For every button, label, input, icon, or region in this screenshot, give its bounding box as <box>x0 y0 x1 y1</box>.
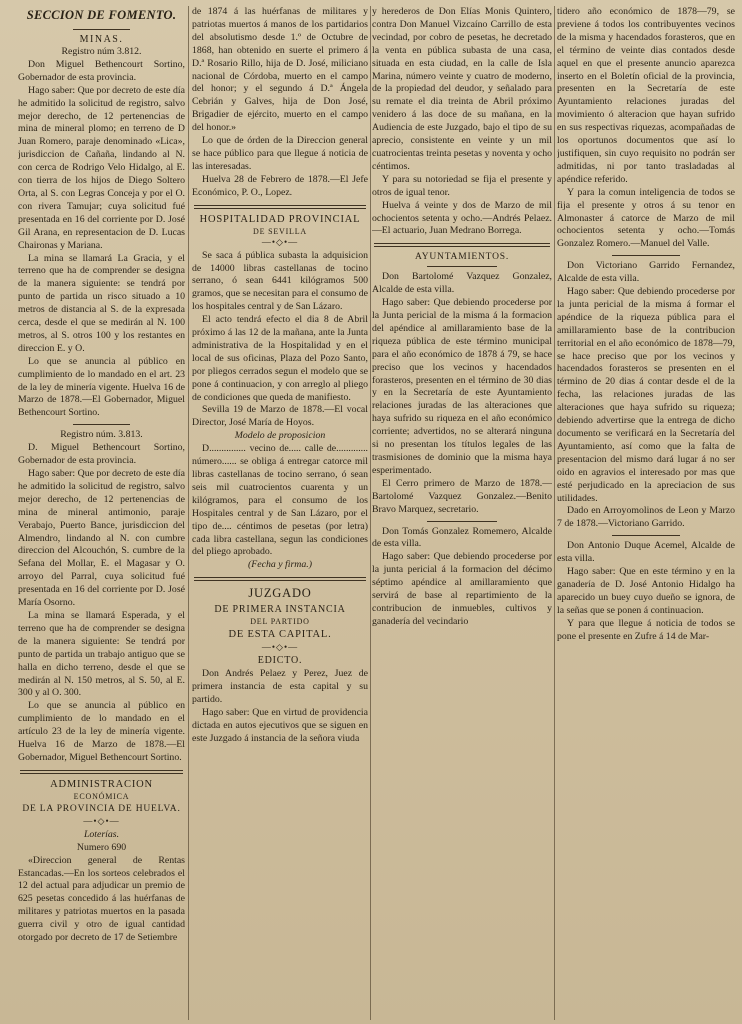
paragraph: de 1874 á las huérfanas de militares y patriotas muertos á manos de los partidarios del absolutismo desde 1.º de Octubre de 1868, han obtenido en suerte el primero á D.ª Rosario Rillo, hija de D. José, miliciano nacional de Córdoba, muerto en el campo del honor; y el segundo á D.ª Ángela Cebrián y Galves, hija de Don José, Brigadier de ejército, muerto en el campo del honor.» <box>192 6 368 134</box>
divider <box>612 255 680 256</box>
paragraph: Dado en Arroyomolinos de Leon y Marzo 7 de 1878.—Victoriano Garrido. <box>557 505 735 530</box>
juzgado-partido: DEL PARTIDO <box>250 617 310 627</box>
section-divider <box>194 205 366 209</box>
paragraph: El acto tendrá efecto el dia 8 de Abril próximo á las 12 de la mañana, ante la Junta administrativa de la Hospitalidad y en el local de sus oficinas, Plaza del Pozo Santo, por pliegos cerrados segun el modelo que se pone á continuacion, y con arreglo al pliego de condiciones que queda de manifiesto. <box>192 314 368 403</box>
edicto-title: EDICTO. <box>257 655 303 667</box>
paragraph: Don Bartolomé Vazquez Gonzalez, Alcalde de esta villa. <box>372 271 552 296</box>
paragraph: Hago saber: Que debiendo procederse por la Junta pericial de la misma á la formacion del apéndice al amillaramiento base de la riqueza pública de este término municipal para el año económico de 1878 á 79, se hace preciso que los vecinos y hacendados forasteros, presenten en el término de 30 dias y en la Secretaría de este Ayuntamiento relaciones juradas de las alteraciones que haya sufrido su riqueza en el año económico corriente; advertidos, no se alterará ninguna si no presentan los títulos legales de las trasmisiones de dominio que la misma haya esperimentado. <box>372 297 552 476</box>
paragraph: Y para que llegue á noticia de todos se pone el presente en Zufre á 14 de Mar- <box>557 617 735 642</box>
divider <box>427 521 497 522</box>
column-rule <box>370 6 371 1020</box>
paragraph: Don Antonio Duque Acemel, Alcalde de esta villa. <box>557 540 735 565</box>
column-rule <box>554 6 555 1020</box>
paragraph: Hago saber: Que por decreto de este día he admitido la solicitud de registro, salvo mejor derecho, de 12 pertenencias de mina de mineral antimonio, paraje Verabajo, Puerto Bance, jurisdiccion del Almendro, lindando al N. con cumbre direccion del Alcouchón, S. cumbre de la Sefana del Mollar, E. el Magasar y O. arroyo del Parral, cuya solicitud fué presentada en 16 del corriente por D. José María Osorno. <box>18 468 185 609</box>
divider <box>612 535 680 536</box>
divider <box>73 424 130 425</box>
juzgado-title: JUZGADO <box>248 586 312 601</box>
paragraph: «Direccion general de Rentas Estancadas.—En los sorteos celebrados el 12 del actual para adjudicar un premio de 625 pesetas concedido á las huérfanas de militares y patriotas muertos en la pasada guerra civil y otro de igual cantidad otorgado por decreto de 17 de Setiembre <box>18 854 185 944</box>
paragraph: La mina se llamará La Gracia, y el terreno que ha de comprender se designa de la manera siguiente: se tendrá por punto de partida un risco situado a 10 metros de distancia al S. de la expresada cerca, desde el que se medirán al N. 100 metros, al S. otros 100 y los restantes en direccion E. y O. <box>18 252 185 354</box>
loterias-label: Loterías. <box>83 828 120 840</box>
section-title: SECCION DE FOMENTO. <box>26 8 177 22</box>
paragraph: El Cerro primero de Marzo de 1878.—Bartolomé Vazquez Gonzalez.—Benito Bravo Marquez, secretario. <box>372 477 552 515</box>
paragraph: Hago saber: Que debiendo procederse por la junta pericial de la misma á formar el apéndice de la riqueza pública para el amillaramiento base de la contribucion territorial en el año económico de 1878—79, se hace preciso que por los vecinos y hacendados forasteros se presenten en el término de 20 dias á contar desde el de la fecha, las relaciones juradas de las alteraciones que haya sufrido su riqueza; debiendo advertirse que la entrega de dicho documento se verificará en la Secretaría del Ayuntamiento, así como que la falta de presentacion del mismo dará lugar á no ser oido en agravios el interesado por mas que esté perjudicado en la apreciacion de sus utilidades. <box>557 286 735 504</box>
ayuntamientos-title: AYUNTAMIENTOS. <box>414 252 510 263</box>
fecha-firma: (Fecha y firma.) <box>248 559 312 571</box>
ornament: —•◇•— <box>83 815 120 826</box>
paragraph: tidero año económico de 1878—79, se previene á todos los contribuyentes vecinos de la misma y hacendados forasteros, que en el término de veinte dias contados desde aquel en que el presente anuncio aparezca inserto en el Boletín oficial de la provincia, presenten en la Secretaría de este Ayuntamiento relaciones juradas del movimiento ó alteracion que hayan sufrido en sus respectivas riquezas, acompañadas de los oportunos documentos que así lo justifiquen, sin cuyo requisito no podrán ser admitidas, ni por tanto trasladadas al apéndice referido. <box>557 6 735 185</box>
paragraph: Y para su notoriedad se fija el presente y otros de igual tenor. <box>372 173 552 198</box>
divider <box>73 29 130 30</box>
column-1 <box>18 6 185 1022</box>
column-2 <box>192 6 368 1022</box>
paragraph: Hago saber: Que debiendo procederse por la junta pericial á la formacion del décimo séptimo apéndice al amillaramiento que servirá de base al repartimiento de la contribucion de inmuebles, cultivos y ganadería del vecindario <box>372 551 552 627</box>
section-divider <box>374 243 550 247</box>
paragraph: y herederos de Don Elías Monis Quintero, contra Don Manuel Vizcaíno Carrillo de esta vecindad, por cobro de pesetas, he decretado la venta en pública subasta de una casa, situada en esta ciudad, en la calle de Isla Marina, número veinte y cuatro de moderno, de la propiedad del deudor, y señalado para su remate el dia treinta de Abril próximo venidero á las doce de su mañana, en la Audiencia de este Juzgado, bajo el tipo de su aprecio, consistente en veinte y un mil cuatrocientas treinta pesetas y noventa y ocho céntimos. <box>372 6 552 172</box>
column-4 <box>557 6 735 1022</box>
registro-title: Registro núm. 3.813. <box>60 429 143 441</box>
paragraph: La mina se llamará Esperada, y el terreno que ha de comprender se designa de la manera siguiente: Se tendrá por punto de partida un trabajo antiguo que se halla en dicho terreno, desde el que se medirán al N. 150 metros, al S. 50, al E. 300 y al O. 300. <box>18 609 185 699</box>
ornament: —•◇•— <box>261 236 299 247</box>
column-3 <box>372 6 552 1022</box>
paragraph: Lo que se anuncia al público en cumplimiento de lo mandado en el artículo 23 de la ley de minería vigente. Huelva 16 de Marzo de 1878.—El Gobernador, Miguel Bethencourt Sortino. <box>18 700 185 763</box>
minas-label: MINAS. <box>79 34 124 45</box>
section-divider <box>20 770 183 774</box>
paragraph: Hago saber: Que por decreto de este día he admitido la solicitud de registro, salvo mejor derecho, de 12 pertenencias de mina de mineral plomo; en terreno de D Juan Romero, paraje denominado «Lica», jurisdiccion de Cañaña, lindando al N. con cerca de Rodrigo Velo Hidalgo, al E. con tierra de los hijos de Diego Soltero Orta, al S. con Legras Conceja y por el O. con rivera Tamujar; cuya solicitud fué presentada en 16 del corriente por D. José Gil Arana, en representacion de D. Lucas Chaironas y Mariana. <box>18 84 185 251</box>
section-divider <box>194 577 366 581</box>
divider <box>427 266 497 267</box>
admin-title: ADMINISTRACION <box>50 778 153 790</box>
column-rule <box>188 6 189 1020</box>
paragraph: D............... vecino de..... calle de............. número...... se obliga á entregar catorce mil libras castellanas de tocino serrano, ó sean seis mil cuatrocientos cuarenta y un kilógramos, para el consumo de los Hospitales central y de San Lázaro, por el tipo de.... céntimos de pesetas (por letra) cada libra castellana, segun las condiciones del pliego aprobado. <box>192 443 368 558</box>
hosp-title: HOSPITALIDAD PROVINCIAL <box>199 213 361 225</box>
paragraph: Hago saber: Que en virtud de providencia dictada en autos ejecutivos que se siguen en este Juzgado á instancia de la señora viuda <box>192 706 368 744</box>
paragraph: Don Tomás Gonzalez Romemero, Alcalde de esta villa. <box>372 525 552 550</box>
ornament: —•◇•— <box>261 642 299 653</box>
juzgado-subtitle: DE PRIMERA INSTANCIA <box>214 604 346 616</box>
paragraph: Sevilla 19 de Marzo de 1878.—El vocal Director, José María de Hoyos. <box>192 404 368 429</box>
modelo-title: Modelo de proposicion <box>234 430 326 442</box>
paragraph: Y para la comun inteligencia de todos se fija el presente y otros á su tenor en Almonaster á catorce de Marzo de mil ochocientos setenta y ocho.—Tomás Gonzalez Romero.—Manuel del Valle. <box>557 186 735 250</box>
paragraph: Don Andrés Pelaez y Perez, Juez de primera instancia de esta capital y su partido. <box>192 668 368 706</box>
numero-label: Numero 690 <box>76 841 127 853</box>
paragraph: Don Victoriano Garrido Fernandez, Alcalde de esta villa. <box>557 260 735 285</box>
admin-subtitle: ECONÓMICA <box>73 791 130 801</box>
hosp-subtitle: DE SEVILLA <box>253 226 307 236</box>
paragraph: D. Miguel Bethencourt Sortino, Gobernador de esta provincia. <box>18 442 185 467</box>
admin-province: DE LA PROVINCIA DE HUELVA. <box>22 803 181 814</box>
paragraph: Huelva á veinte y dos de Marzo de mil ochocientos setenta y ocho.—Andrés Pelaez.—El actuario, Juan Medrano Borrega. <box>372 199 552 237</box>
paragraph: Se saca á pública subasta la adquisicion de 14000 libras castellanas de tocino serrano, ó sean 6441 kilógramos 500 gramos, que se necesitan para el consumo de los hospitales central y de San Lázaro. <box>192 249 368 313</box>
paragraph: Lo que se anuncia al público en cumplimiento de lo mandado en el art. 23 de la ley de minería vigente. Huelva 16 de Marzo de 1878.—El Gobernador, Miguel Bethencourt Sortino. <box>18 355 185 419</box>
paragraph: Hago saber: Que en este término y en la ganadería de D. José Antonio Hidalgo ha aparecido un buey cuyo dueño se ignora, de la señas que se ponen á continuacion. <box>557 566 735 616</box>
registro-title: Registro núm 3.812. <box>61 46 142 57</box>
paragraph: Don Miguel Bethencourt Sortino, Gobernador de esta provincia. <box>18 58 185 83</box>
paragraph: Lo que de órden de la Direccion general se hace público para que llegue á noticia de las interesadas. <box>192 135 368 172</box>
juzgado-capital: DE ESTA CAPITAL. <box>228 629 332 641</box>
signoff: Huelva 28 de Febrero de 1878.—El Jefe Económico, P. O., Lopez. <box>192 173 368 198</box>
